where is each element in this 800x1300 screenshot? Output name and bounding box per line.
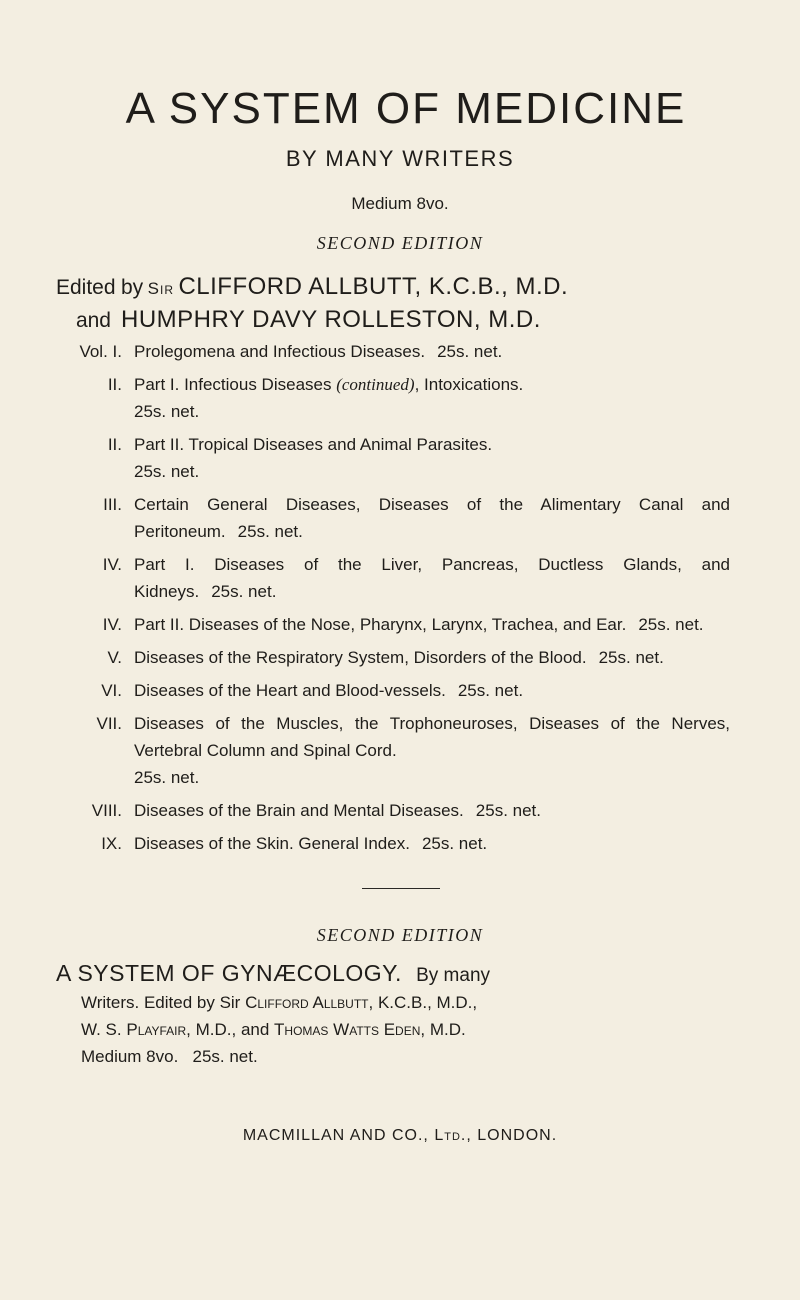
editor-name-rolleston: HUMPHRY DAVY ROLLESTON, M.D.: [121, 306, 541, 333]
publisher-city: , LONDON.: [466, 1127, 558, 1144]
volume-title: Part II. Diseases of the Nose, Pharynx, Larynx, Trachea, and Ear.: [134, 615, 627, 634]
volume-price: 25s. net.: [638, 615, 704, 634]
volume-entry: [70, 611, 730, 638]
volume-title-rest: , Intoxications.: [414, 375, 524, 394]
editor-line-1: [56, 270, 776, 303]
volume-entry: [70, 371, 730, 425]
volume-entry: [70, 491, 730, 545]
volume-price: 25s. net.: [134, 462, 200, 481]
gyn-by-text: By many: [416, 965, 491, 986]
volume-number: II.: [107, 435, 122, 454]
format-note: Medium 8vo.: [351, 194, 449, 213]
volume-title: Diseases of the Skin. General Index.: [134, 834, 410, 853]
volume-entry: [70, 797, 730, 824]
volume-number: VI.: [101, 681, 122, 700]
second-edition-label: SECOND EDITION: [316, 925, 484, 945]
editor-name-eden: Thomas Watts Eden: [274, 1020, 421, 1039]
editor-line-2: [56, 303, 776, 336]
volume-number: IV.: [102, 555, 122, 574]
volume-price: 25s. net.: [437, 342, 503, 361]
volume-price: 25s. net.: [134, 402, 200, 421]
gyn-price: 25s. net.: [192, 1047, 258, 1066]
byline: BY MANY WRITERS: [285, 146, 515, 171]
editor-lead-and: and: [75, 309, 111, 332]
volume-price: 25s. net.: [598, 648, 664, 667]
volume-entry: [70, 677, 730, 704]
volume-price: 25s. net.: [421, 834, 488, 853]
publisher-name: MACMILLAN AND CO.,: [242, 1127, 429, 1144]
gyn-line-2: Writers. Edited by Sir Clifford Allbutt, K.C.B., M.D.,: [81, 993, 478, 1012]
volume-price: 25s. net.: [134, 768, 200, 787]
editor-name-playfair: Playfair: [126, 1020, 187, 1039]
volume-title: Part I. Diseases of the Liver, Pancreas, Ductless Glands, and Kidneys.: [134, 555, 730, 601]
volume-price: 25s. net.: [211, 582, 277, 601]
volume-entry: [70, 431, 730, 485]
volume-title: Part I. Infectious Diseases: [134, 375, 332, 394]
volume-title: Diseases of the Heart and Blood-vessels.: [134, 681, 446, 700]
volume-number: V.: [107, 648, 122, 667]
gyn-line-1: [56, 960, 746, 989]
volume-entry: [70, 710, 730, 791]
volume-title: Certain General Diseases, Diseases of the Alimentary Canal and Peritoneum.: [134, 495, 730, 541]
volume-number: II.: [107, 375, 122, 394]
page-title: A SYSTEM OF MEDICINE: [125, 84, 687, 133]
publisher-imprint: [0, 1127, 800, 1145]
volume-title: Part II. Tropical Diseases and Animal Parasites.: [134, 435, 493, 454]
volume-title: Diseases of the Muscles, the Trophoneuroses, Diseases of the Nerves, Vertebral Column and Spinal Cord.: [134, 714, 730, 760]
volume-entry: [70, 644, 730, 671]
gyn-line-4: [56, 1043, 746, 1070]
publisher-ltd: Ltd.: [434, 1127, 467, 1144]
volume-number: VIII.: [91, 801, 122, 820]
volume-prefix: Vol.: [79, 342, 108, 361]
section-divider: [362, 888, 440, 889]
volume-entry: [70, 338, 730, 365]
volume-entry: [70, 551, 730, 605]
gynaecology-listing: [56, 960, 746, 1070]
volume-title: Diseases of the Brain and Mental Diseases.: [134, 801, 464, 820]
volume-entry: [70, 830, 730, 857]
volume-price: 25s. net.: [237, 522, 303, 541]
gyn-line-3: W. S. Playfair, M.D., and Thomas Watts Eden, M.D.: [81, 1020, 466, 1039]
volume-price: 25s. net.: [475, 801, 542, 820]
editor-by: by: [121, 276, 144, 299]
volume-number: III.: [103, 495, 122, 514]
editor-lead-edited: Edited: [56, 276, 116, 299]
editor-name-allbutt-sc: Clifford Allbutt: [245, 993, 369, 1012]
volume-list: [70, 338, 730, 863]
volume-number: IV.: [102, 615, 122, 634]
volume-title: Diseases of the Respiratory System, Disorders of the Blood.: [134, 648, 587, 667]
editors-block: [56, 270, 776, 336]
volume-title-italic: (continued): [336, 375, 415, 394]
volume-title: Prolegomena and Infectious Diseases.: [134, 342, 426, 361]
editor-title-sir: Sir: [147, 279, 174, 298]
gynaecology-title: A SYSTEM OF GYNÆCOLOGY.: [56, 960, 402, 986]
edition-label: SECOND EDITION: [316, 233, 484, 253]
volume-number: Vol. I.: [79, 342, 122, 361]
gyn-format: Medium 8vo.: [81, 1047, 179, 1066]
volume-number: VII.: [96, 714, 122, 733]
editor-name-allbutt: CLIFFORD ALLBUTT, K.C.B., M.D.: [178, 273, 569, 300]
volume-price: 25s. net.: [457, 681, 524, 700]
volume-number: IX.: [101, 834, 122, 853]
